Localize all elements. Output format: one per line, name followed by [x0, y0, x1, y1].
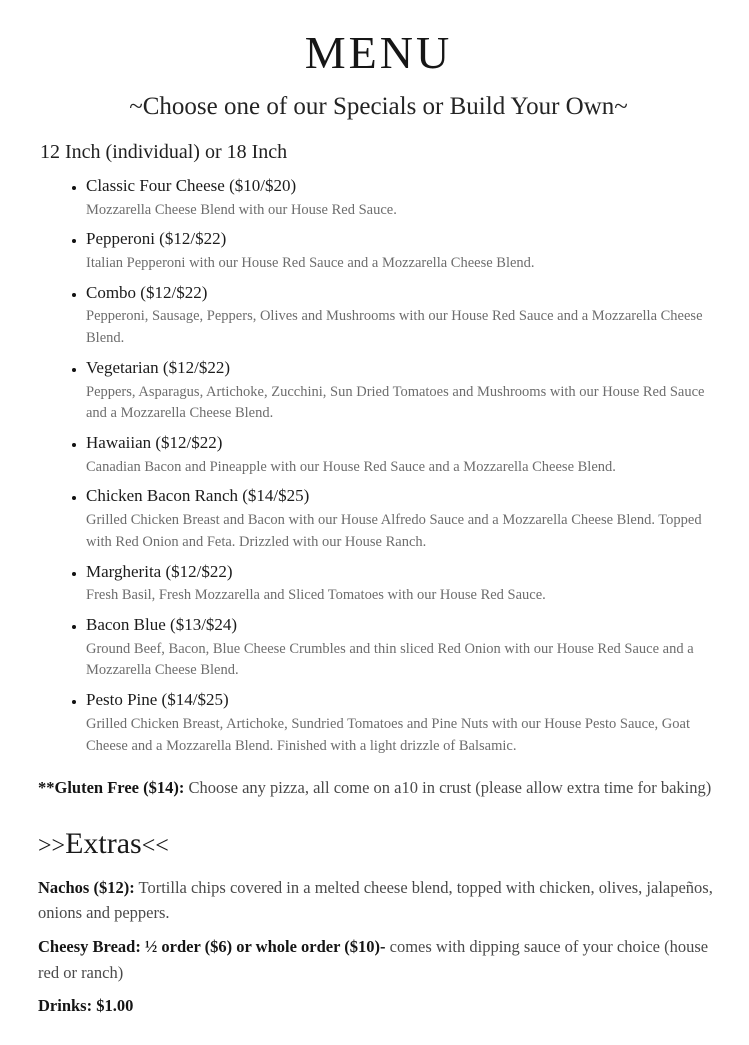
- gluten-free-text: Choose any pizza, all come on a10 in crust (please allow extra time for baking): [184, 778, 712, 798]
- pizza-description: Grilled Chicken Breast and Bacon with our House Alfredo Sauce and a Mozzarella Cheese Blend. Topped with Red Onion and Feta. Drizzled with our House Ranch.: [86, 512, 702, 550]
- pizza-description: Mozzarella Cheese Blend with our House Red Sauce.: [86, 201, 397, 218]
- list-item: [86, 560, 719, 607]
- extras-item-lead: Nachos ($12):: [38, 877, 135, 897]
- list-item: [86, 484, 719, 553]
- extras-heading-text: Extras: [65, 826, 142, 860]
- list-item: [86, 688, 719, 757]
- page-subtitle: ~Choose one of our Specials or Build Your Own~: [129, 93, 628, 120]
- pizza-name: • Bacon Blue ($13/$24): [86, 614, 238, 634]
- pizza-name: • Combo ($12/$22): [86, 282, 208, 302]
- pizza-description: Peppers, Asparagus, Artichoke, Zucchini, Sun Dried Tomatoes and Mushrooms with our House Red Sauce and a Mozzarella Cheese Blend.: [86, 383, 705, 422]
- pizza-description: Fresh Basil, Fresh Mozzarella and Sliced Tomatoes with our House Red Sauce.: [86, 587, 546, 604]
- pizza-name: • Hawaiian ($12/$22): [86, 433, 223, 453]
- extras-item-text: comes with dipping sauce of your choice (house red or ranch): [38, 936, 709, 982]
- pizza-name: • Chicken Bacon Ranch ($14/$25): [86, 486, 310, 506]
- extras-heading-pre: >>: [38, 832, 66, 859]
- extras-heading-post: <<: [141, 832, 169, 859]
- pizza-name: • Pesto Pine ($14/$25): [86, 690, 229, 710]
- pizza-name: • Classic Four Cheese ($10/$20): [86, 176, 297, 195]
- page-title: MENU: [304, 27, 453, 78]
- pizza-list: [38, 174, 719, 757]
- list-item: [86, 227, 719, 274]
- extras-item-lead: Drinks: $1.00: [38, 996, 134, 1016]
- pizza-description: Pepperoni, Sausage, Peppers, Olives and Mushrooms with our House Red Sauce and a Mozzarella Cheese Blend.: [86, 308, 703, 347]
- list-item: [86, 356, 719, 425]
- extras-item-text: Tortilla chips covered in a melted cheese blend, topped with chicken, olives, jalapeños, onions and peppers.: [38, 877, 713, 923]
- pizza-name: • Pepperoni ($12/$22): [86, 229, 227, 249]
- extras-heading: [38, 827, 719, 861]
- extras-item-drinks: [38, 993, 718, 1019]
- gluten-free-note: [38, 775, 718, 801]
- size-heading: 12 Inch (individual) or 18 Inch: [40, 141, 288, 163]
- pizza-name: • Margherita ($12/$22): [86, 561, 233, 581]
- list-item: [86, 281, 719, 350]
- list-item: [86, 174, 719, 221]
- pizza-description: Ground Beef, Bacon, Blue Cheese Crumbles and thin sliced Red Onion with our House Red Sauce and a Mozzarella Cheese Blend.: [86, 640, 694, 679]
- pizza-description: Canadian Bacon and Pineapple with our House Red Sauce and a Mozzarella Cheese Blend.: [86, 458, 616, 475]
- gluten-free-lead: **Gluten Free ($14):: [38, 778, 185, 798]
- list-item: [86, 431, 719, 478]
- extras-item-nachos: [38, 875, 718, 926]
- extras-section: [38, 827, 719, 1019]
- list-item: [86, 613, 719, 682]
- extras-item-lead: Cheesy Bread: ½ order ($6) or whole order ($10)-: [38, 936, 386, 956]
- pizza-description: Italian Pepperoni with our House Red Sauce and a Mozzarella Cheese Blend.: [86, 255, 535, 272]
- pizza-name: • Vegetarian ($12/$22): [86, 357, 230, 377]
- pizza-description: Grilled Chicken Breast, Artichoke, Sundried Tomatoes and Pine Nuts with our House Pesto Sauce, Goat Cheese and a Mozzarella Blend. Finished with a light drizzle of Balsamic.: [86, 715, 690, 754]
